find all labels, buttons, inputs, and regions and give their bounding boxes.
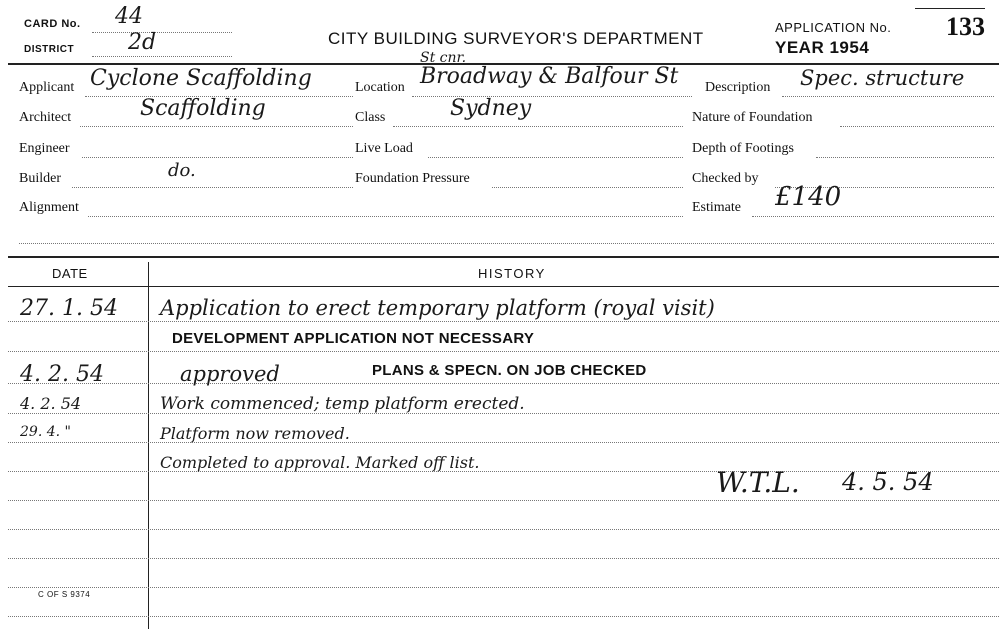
builder-label: Builder: [19, 171, 61, 186]
engineer-label: Engineer: [19, 141, 70, 156]
history-text: Application to erect temporary platform (royal visit): [160, 296, 715, 320]
architect-value: Scaffolding: [140, 96, 266, 121]
date-column-header: DATE: [52, 266, 88, 281]
history-date: 4. 2. 54: [20, 394, 82, 413]
architect-label: Architect: [19, 110, 72, 125]
district-label: DISTRICT: [24, 44, 75, 55]
date-column-divider: [148, 262, 149, 629]
history-top-rule: [8, 256, 999, 258]
district-value: 2d: [128, 30, 157, 55]
class-label: Class: [355, 110, 386, 125]
location-label: Location: [355, 80, 405, 95]
description-label: Description: [705, 80, 771, 95]
history-text: Completed to approval. Marked off list.: [160, 453, 480, 472]
nature-of-foundation-label: Nature of Foundation: [692, 110, 813, 125]
signature: W.T.L.: [716, 466, 800, 499]
history-text: Platform now removed.: [160, 424, 350, 443]
applicant-value: Cyclone Scaffolding: [90, 66, 312, 91]
history-text: Work commenced; temp platform erected.: [160, 394, 525, 414]
depth-of-footings-label: Depth of Footings: [692, 141, 794, 156]
location-value: Broadway & Balfour St: [420, 64, 679, 89]
applicant-label: Applicant: [19, 80, 75, 95]
history-stamp: PLANS & SPECN. ON JOB CHECKED: [372, 362, 647, 379]
history-stamp: DEVELOPMENT APPLICATION NOT NECESSARY: [172, 330, 535, 347]
description-value: Spec. structure: [800, 66, 965, 90]
estimate-label: Estimate: [692, 200, 741, 215]
history-column-header: HISTORY: [478, 266, 546, 281]
year-label: YEAR 1954: [775, 38, 870, 57]
card-no-value: 44: [115, 4, 143, 29]
signature-date: 4. 5. 54: [842, 468, 934, 496]
foundation-pressure-label: Foundation Pressure: [355, 171, 470, 186]
class-value: Sydney: [450, 96, 532, 121]
history-date: 27. 1. 54: [20, 296, 118, 321]
application-no-label: APPLICATION No.: [775, 20, 892, 35]
builder-value: do.: [168, 160, 196, 181]
live-load-label: Live Load: [355, 141, 413, 156]
card-no-label: CARD No.: [24, 18, 81, 30]
alignment-label: Alignment: [19, 200, 79, 215]
history-date: 29. 4. ": [20, 424, 71, 440]
history-text: approved: [180, 362, 280, 386]
form-code: C OF S 9374: [38, 590, 91, 599]
estimate-value: £140: [775, 182, 842, 212]
checked-by-label: Checked by: [692, 171, 759, 186]
location-note: St cnr.: [420, 50, 467, 66]
application-no-value: 133: [946, 12, 985, 41]
department-title: CITY BUILDING SURVEYOR'S DEPARTMENT: [328, 29, 704, 48]
history-date: 4. 2. 54: [20, 362, 104, 387]
history-header-rule: [8, 286, 999, 287]
